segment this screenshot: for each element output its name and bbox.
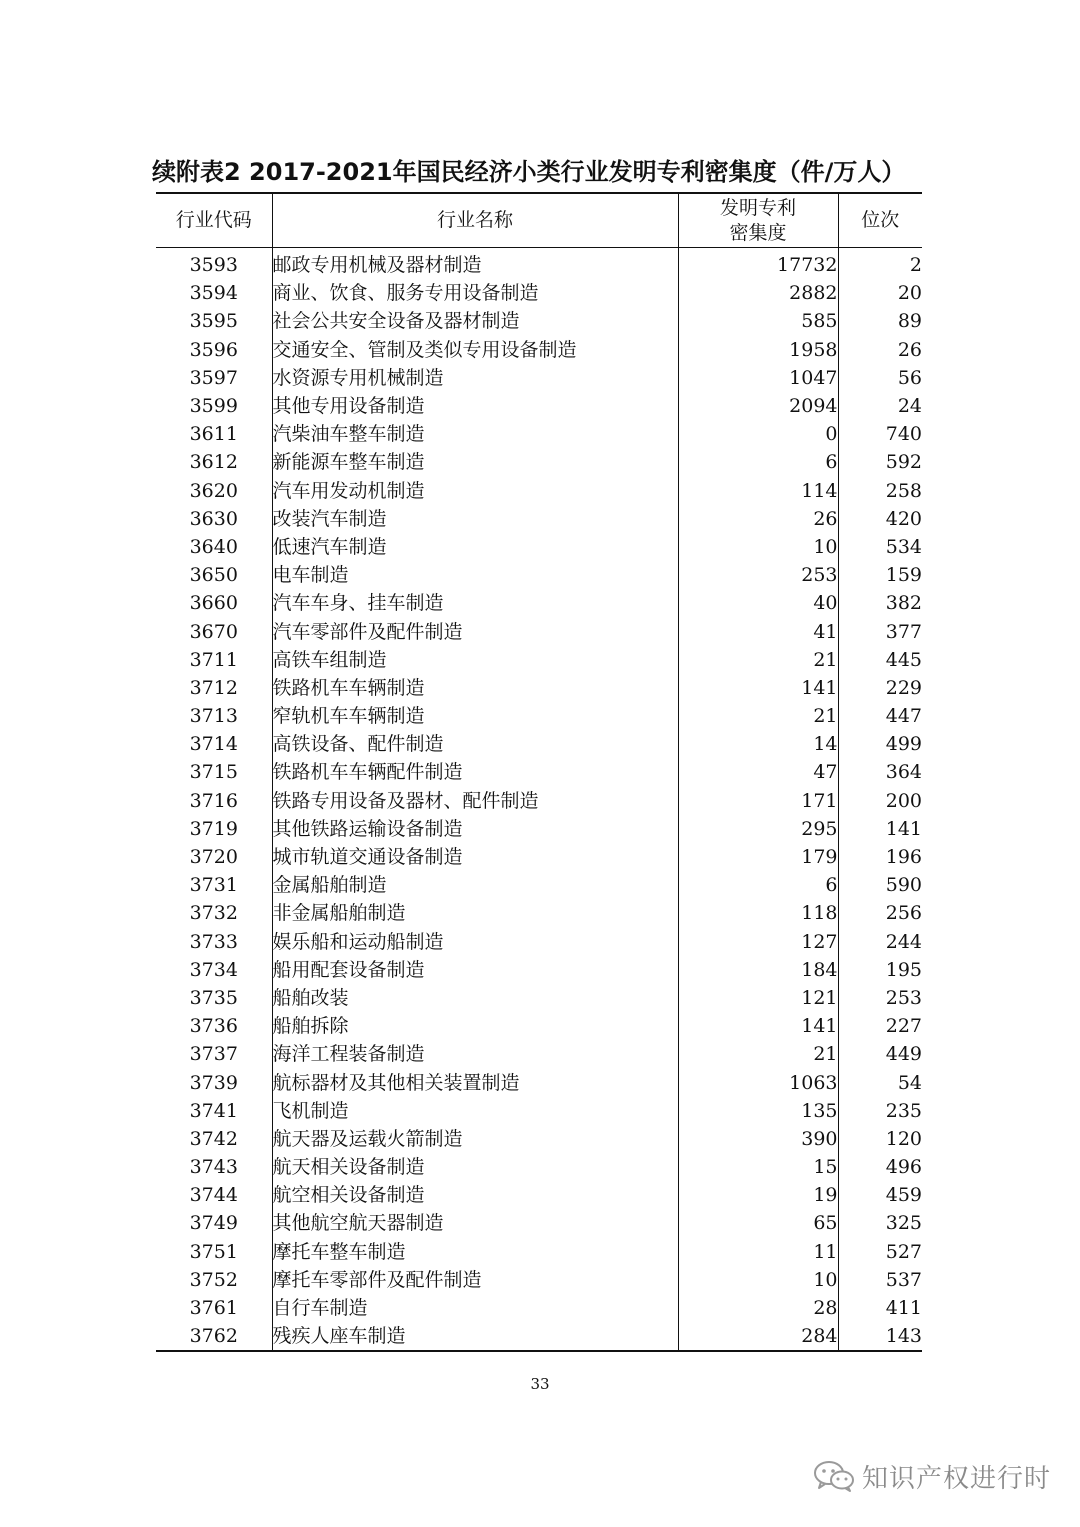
cell-industry-name: 娱乐船和运动船制造	[272, 928, 678, 956]
cell-industry-name: 飞机制造	[272, 1097, 678, 1125]
cell-patent-density: 118	[678, 899, 838, 927]
cell-industry-name: 其他铁路运输设备制造	[272, 815, 678, 843]
table-row	[156, 1294, 922, 1322]
table-row	[156, 928, 922, 956]
cell-industry-name: 摩托车零部件及配件制造	[272, 1266, 678, 1294]
table-row	[156, 1012, 922, 1040]
cell-patent-density: 15	[678, 1153, 838, 1181]
cell-patent-density: 21	[678, 1040, 838, 1068]
cell-patent-density: 284	[678, 1322, 838, 1351]
cell-rank: 449	[838, 1040, 922, 1068]
cell-patent-density: 2882	[678, 279, 838, 307]
cell-rank: 382	[838, 589, 922, 617]
cell-industry-code: 3752	[189, 1268, 238, 1291]
cell-patent-density: 17732	[678, 248, 838, 280]
cell-industry-name: 新能源车整车制造	[272, 448, 678, 476]
cell-rank: 447	[838, 702, 922, 730]
table-row	[156, 1209, 922, 1237]
cell-industry-name: 航空相关设备制造	[272, 1181, 678, 1209]
cell-industry-name: 汽车零部件及配件制造	[272, 617, 678, 645]
cell-industry-code: 3712	[189, 676, 238, 699]
cell-industry-code: 3650	[189, 564, 238, 587]
cell-industry-code: 3670	[189, 620, 238, 643]
cell-rank: 20	[838, 279, 922, 307]
wechat-icon	[812, 1459, 856, 1493]
cell-rank: 253	[838, 984, 922, 1012]
cell-patent-density: 585	[678, 307, 838, 335]
cell-industry-code: 3719	[189, 817, 238, 840]
cell-industry-name: 其他航空航天器制造	[272, 1209, 678, 1237]
table-row	[156, 533, 922, 561]
cell-industry-code: 3714	[189, 733, 238, 756]
table-row	[156, 364, 922, 392]
cell-rank: 196	[838, 843, 922, 871]
cell-industry-code: 3660	[189, 592, 238, 615]
cell-industry-code: 3611	[189, 423, 238, 446]
cell-patent-density: 10	[678, 1266, 838, 1294]
table-row	[156, 871, 922, 899]
cell-patent-density: 127	[678, 928, 838, 956]
header-industry-code: 行业代码	[156, 193, 272, 248]
table-row	[156, 477, 922, 505]
cell-industry-code: 3751	[189, 1240, 238, 1263]
cell-industry-code: 3741	[189, 1099, 238, 1122]
cell-industry-name: 交通安全、管制及类似专用设备制造	[272, 336, 678, 364]
cell-industry-code: 3720	[189, 846, 238, 869]
cell-industry-code: 3640	[189, 535, 238, 558]
cell-industry-code: 3612	[189, 451, 238, 474]
cell-rank: 420	[838, 505, 922, 533]
cell-patent-density: 1047	[678, 364, 838, 392]
cell-industry-name: 铁路专用设备及器材、配件制造	[272, 787, 678, 815]
cell-industry-code: 3734	[189, 958, 238, 981]
table-row	[156, 617, 922, 645]
table-row	[156, 984, 922, 1012]
cell-patent-density: 390	[678, 1125, 838, 1153]
cell-industry-name: 汽柴油车整车制造	[272, 420, 678, 448]
cell-industry-name: 邮政专用机械及器材制造	[272, 248, 678, 280]
cell-industry-code: 3711	[189, 648, 238, 671]
cell-industry-name: 自行车制造	[272, 1294, 678, 1322]
cell-industry-code: 3599	[189, 395, 238, 418]
cell-patent-density: 65	[678, 1209, 838, 1237]
table-row	[156, 336, 922, 364]
cell-industry-name: 汽车用发动机制造	[272, 477, 678, 505]
cell-patent-density: 21	[678, 702, 838, 730]
cell-industry-code: 3735	[189, 986, 238, 1009]
cell-rank: 143	[838, 1322, 922, 1351]
table-row	[156, 702, 922, 730]
table-row	[156, 843, 922, 871]
cell-patent-density: 6	[678, 871, 838, 899]
cell-rank: 229	[838, 674, 922, 702]
cell-patent-density: 11	[678, 1238, 838, 1266]
cell-industry-code: 3620	[189, 479, 238, 502]
cell-industry-name: 铁路机车车辆制造	[272, 674, 678, 702]
cell-industry-code: 3737	[189, 1043, 238, 1066]
cell-industry-name: 船舶改装	[272, 984, 678, 1012]
page-number: 33	[530, 1375, 550, 1393]
cell-industry-name: 水资源专用机械制造	[272, 364, 678, 392]
cell-rank: 244	[838, 928, 922, 956]
cell-patent-density: 295	[678, 815, 838, 843]
table-title: 续附表2 2017-2021年国民经济小类行业发明专利密集度（件/万人）	[152, 158, 906, 186]
cell-industry-name: 城市轨道交通设备制造	[272, 843, 678, 871]
table-row	[156, 1266, 922, 1294]
cell-industry-code: 3744	[189, 1184, 238, 1207]
cell-rank: 411	[838, 1294, 922, 1322]
header-patent-density	[678, 193, 838, 248]
cell-industry-name: 摩托车整车制造	[272, 1238, 678, 1266]
cell-patent-density: 19	[678, 1181, 838, 1209]
cell-industry-name: 高铁车组制造	[272, 646, 678, 674]
table-row	[156, 448, 922, 476]
cell-industry-code: 3593	[189, 254, 238, 277]
cell-industry-code: 3596	[189, 338, 238, 361]
cell-industry-name: 低速汽车制造	[272, 533, 678, 561]
cell-patent-density: 6	[678, 448, 838, 476]
cell-industry-code: 3739	[189, 1071, 238, 1094]
table-row	[156, 1238, 922, 1266]
cell-patent-density: 121	[678, 984, 838, 1012]
cell-industry-name: 航天器及运载火箭制造	[272, 1125, 678, 1153]
table-row	[156, 758, 922, 786]
patent-density-table	[156, 192, 922, 1352]
cell-industry-code: 3630	[189, 507, 238, 530]
cell-rank: 377	[838, 617, 922, 645]
cell-industry-name: 海洋工程装备制造	[272, 1040, 678, 1068]
cell-rank: 54	[838, 1068, 922, 1096]
table-row	[156, 505, 922, 533]
cell-industry-name: 社会公共安全设备及器材制造	[272, 307, 678, 335]
table-row	[156, 787, 922, 815]
cell-patent-density: 28	[678, 1294, 838, 1322]
cell-rank: 159	[838, 561, 922, 589]
cell-rank: 141	[838, 815, 922, 843]
cell-rank: 325	[838, 1209, 922, 1237]
cell-industry-code: 3749	[189, 1212, 238, 1235]
table-row	[156, 561, 922, 589]
cell-industry-name: 其他专用设备制造	[272, 392, 678, 420]
cell-patent-density: 184	[678, 956, 838, 984]
cell-industry-name: 航标器材及其他相关装置制造	[272, 1068, 678, 1096]
cell-rank: 235	[838, 1097, 922, 1125]
cell-industry-code: 3743	[189, 1156, 238, 1179]
cell-patent-density: 47	[678, 758, 838, 786]
cell-rank: 26	[838, 336, 922, 364]
cell-rank: 740	[838, 420, 922, 448]
table-row	[156, 1322, 922, 1351]
cell-industry-code: 3733	[189, 930, 238, 953]
cell-patent-density: 141	[678, 674, 838, 702]
cell-industry-name: 金属船舶制造	[272, 871, 678, 899]
table-row	[156, 1068, 922, 1096]
cell-industry-name: 电车制造	[272, 561, 678, 589]
cell-industry-name: 残疾人座车制造	[272, 1322, 678, 1351]
cell-industry-code: 3595	[189, 310, 238, 333]
cell-rank: 24	[838, 392, 922, 420]
cell-industry-code: 3736	[189, 1015, 238, 1038]
cell-rank: 534	[838, 533, 922, 561]
cell-patent-density: 179	[678, 843, 838, 871]
cell-patent-density: 40	[678, 589, 838, 617]
table-row	[156, 589, 922, 617]
cell-industry-code: 3715	[189, 761, 238, 784]
cell-industry-code: 3597	[189, 366, 238, 389]
cell-rank: 592	[838, 448, 922, 476]
cell-industry-name: 船舶拆除	[272, 1012, 678, 1040]
cell-patent-density: 21	[678, 646, 838, 674]
table-row	[156, 899, 922, 927]
cell-rank: 499	[838, 730, 922, 758]
cell-rank: 56	[838, 364, 922, 392]
header-patent-density-line2: 密集度	[729, 221, 787, 244]
cell-rank: 120	[838, 1125, 922, 1153]
cell-patent-density: 2094	[678, 392, 838, 420]
cell-industry-code: 3731	[189, 874, 238, 897]
cell-rank: 527	[838, 1238, 922, 1266]
cell-rank: 459	[838, 1181, 922, 1209]
cell-industry-name: 窄轨机车车辆制造	[272, 702, 678, 730]
table-header-row	[156, 193, 922, 248]
cell-rank: 2	[838, 248, 922, 280]
cell-industry-name: 高铁设备、配件制造	[272, 730, 678, 758]
cell-patent-density: 135	[678, 1097, 838, 1125]
cell-industry-name: 船用配套设备制造	[272, 956, 678, 984]
table-row	[156, 674, 922, 702]
cell-patent-density: 171	[678, 787, 838, 815]
table-row	[156, 1125, 922, 1153]
cell-industry-name: 改装汽车制造	[272, 505, 678, 533]
cell-rank: 258	[838, 477, 922, 505]
header-patent-density-line1: 发明专利	[719, 196, 796, 219]
table-row	[156, 1181, 922, 1209]
cell-rank: 256	[838, 899, 922, 927]
cell-patent-density: 1958	[678, 336, 838, 364]
cell-industry-name: 铁路机车车辆配件制造	[272, 758, 678, 786]
table-row	[156, 420, 922, 448]
watermark-text: 知识产权进行时	[862, 1463, 1052, 1494]
cell-industry-code: 3594	[189, 282, 238, 305]
cell-patent-density: 114	[678, 477, 838, 505]
cell-industry-code: 3713	[189, 705, 238, 728]
cell-industry-name: 非金属船舶制造	[272, 899, 678, 927]
cell-industry-name: 汽车车身、挂车制造	[272, 589, 678, 617]
table-row	[156, 1040, 922, 1068]
cell-rank: 590	[838, 871, 922, 899]
watermark	[812, 1456, 1051, 1496]
cell-rank: 200	[838, 787, 922, 815]
cell-industry-code: 3742	[189, 1127, 238, 1150]
table-row	[156, 279, 922, 307]
table-row	[156, 1097, 922, 1125]
table-row	[156, 307, 922, 335]
cell-rank: 89	[838, 307, 922, 335]
cell-patent-density: 0	[678, 420, 838, 448]
cell-industry-code: 3716	[189, 789, 238, 812]
header-rank: 位次	[838, 193, 922, 248]
header-industry-name: 行业名称	[272, 193, 678, 248]
cell-rank: 227	[838, 1012, 922, 1040]
cell-rank: 364	[838, 758, 922, 786]
table-row	[156, 646, 922, 674]
table-row	[156, 392, 922, 420]
table-row	[156, 248, 922, 280]
cell-patent-density: 253	[678, 561, 838, 589]
cell-rank: 445	[838, 646, 922, 674]
table-row	[156, 730, 922, 758]
cell-patent-density: 1063	[678, 1068, 838, 1096]
cell-patent-density: 14	[678, 730, 838, 758]
cell-patent-density: 41	[678, 617, 838, 645]
cell-patent-density: 26	[678, 505, 838, 533]
cell-rank: 537	[838, 1266, 922, 1294]
table-row	[156, 815, 922, 843]
table-row	[156, 1153, 922, 1181]
cell-industry-code: 3761	[189, 1297, 238, 1320]
cell-industry-name: 航天相关设备制造	[272, 1153, 678, 1181]
table-row	[156, 956, 922, 984]
cell-industry-code: 3732	[189, 902, 238, 925]
cell-industry-name: 商业、饮食、服务专用设备制造	[272, 279, 678, 307]
cell-patent-density: 10	[678, 533, 838, 561]
cell-industry-code: 3762	[189, 1325, 238, 1348]
cell-rank: 195	[838, 956, 922, 984]
cell-rank: 496	[838, 1153, 922, 1181]
cell-patent-density: 141	[678, 1012, 838, 1040]
table-body	[156, 248, 922, 1352]
